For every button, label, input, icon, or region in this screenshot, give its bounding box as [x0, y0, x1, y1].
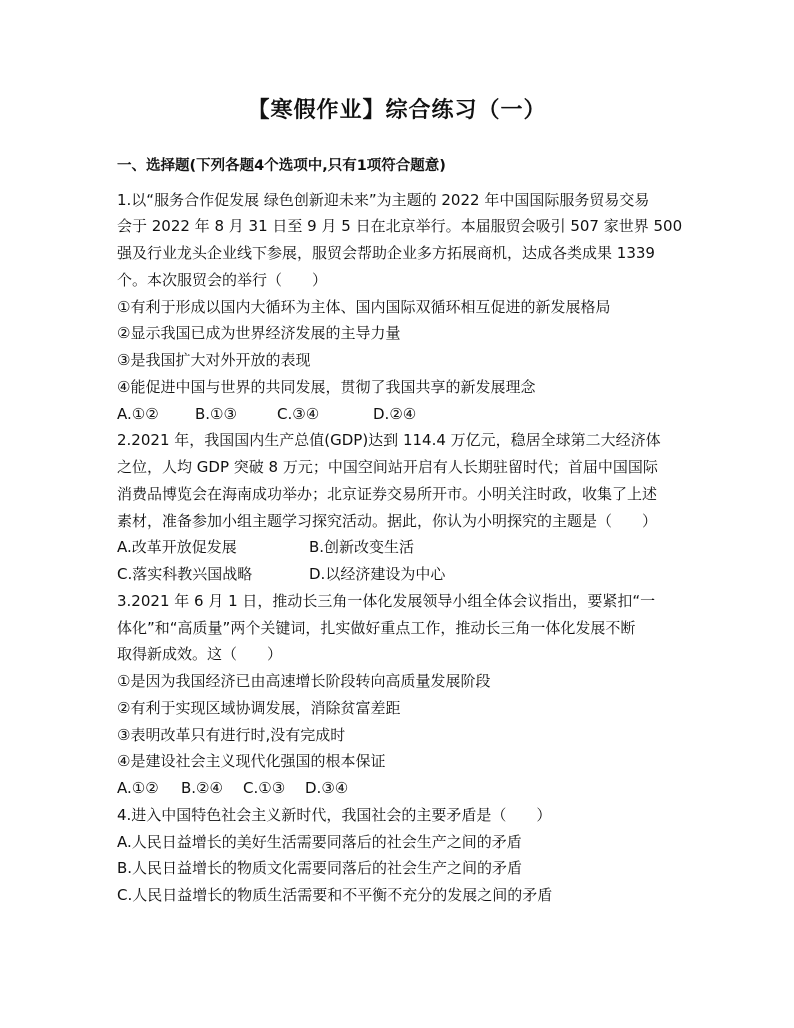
question-1-stem-line: 强及行业龙头企业线下参展，服贸会帮助企业多方拓展商机，达成各类成果 1339: [117, 244, 655, 262]
question-1-option-b: B.①③: [195, 405, 237, 423]
question-3-item: ②有利于实现区域协调发展，消除贫富差距: [117, 699, 401, 717]
question-1-item: ②显示我国已成为世界经济发展的主导力量: [117, 324, 401, 342]
question-3-option-a: A.①②: [117, 779, 159, 797]
question-3-stem-line: 取得新成效。这（ ）: [117, 645, 283, 663]
question-3-item: ④是建设社会主义现代化强国的根本保证: [117, 752, 386, 770]
question-1-item: ③是我国扩大对外开放的表现: [117, 351, 311, 369]
page-title: 【寒假作业】综合练习（一）: [247, 98, 547, 123]
question-4-option-a: A.人民日益增长的美好生活需要同落后的社会生产之间的矛盾: [117, 833, 522, 851]
question-2-stem-line: 2.2021 年，我国国内生产总值(GDP)达到 114.4 万亿元，稳居全球第二大经济体: [117, 431, 661, 449]
question-3-option-c: C.①③: [243, 779, 286, 797]
question-4-option-c: C.人民日益增长的物质生活需要和不平衡不充分的发展之间的矛盾: [117, 886, 553, 904]
question-3-option-b: B.②④: [181, 779, 223, 797]
question-1-option-c: C.③④: [277, 405, 320, 423]
question-4-stem-line: 4.进入中国特色社会主义新时代，我国社会的主要矛盾是（ ）: [117, 806, 552, 824]
question-2-stem-line: 消费品博览会在海南成功举办；北京证券交易所开市。小明关注时政，收集了上述: [117, 485, 658, 503]
question-1-option-d: D.②④: [373, 405, 417, 423]
question-1-option-a: A.①②: [117, 405, 159, 423]
question-3-item: ③表明改革只有进行时,没有完成时: [117, 726, 346, 744]
section-heading: 一、选择题(下列各题4个选项中,只有1项符合题意): [117, 158, 446, 174]
question-2-option-a: A.改革开放促发展: [117, 538, 237, 556]
question-2-options-row: [117, 537, 414, 557]
question-3-item: ①是因为我国经济已由高速增长阶段转向高质量发展阶段: [117, 672, 491, 690]
question-1-item: ④能促进中国与世界的共同发展，贯彻了我国共享的新发展理念: [117, 378, 536, 396]
question-1-stem-line: 会于 2022 年 8 月 31 日至 9 月 5 日在北京举行。本届服贸会吸引 507 家世界 500: [117, 217, 683, 235]
question-2-option-c: C.落实科教兴国战略: [117, 565, 253, 583]
question-3-stem-line: 3.2021 年 6 月 1 日，推动长三角一体化发展领导小组全体会议指出，要紧扣“一: [117, 592, 656, 610]
question-2-stem-line: 素材，准备参加小组主题学习探究活动。据此，你认为小明探究的主题是（ ）: [117, 512, 658, 530]
question-1-stem-line: 1.以“服务合作促发展 绿色创新迎未来”为主题的 2022 年中国国际服务贸易交易: [117, 191, 650, 209]
question-2-options-row: [117, 564, 445, 584]
question-3-stem-line: 体化”和“高质量”两个关键词，扎实做好重点工作，推动长三角一体化发展不断: [117, 619, 636, 637]
question-3-option-d: D.③④: [305, 779, 349, 797]
question-2-stem-line: 之位，人均 GDP 突破 8 万元；中国空间站开启有人长期驻留时代；首届中国国际: [117, 458, 658, 476]
question-4-option-b: B.人民日益增长的物质文化需要同落后的社会生产之间的矛盾: [117, 859, 523, 877]
question-1-item: ①有利于形成以国内大循环为主体、国内国际双循环相互促进的新发展格局: [117, 298, 611, 316]
question-2-option-b: B.创新改变生活: [309, 538, 415, 556]
question-2-option-d: D.以经济建设为中心: [309, 565, 446, 583]
question-1-options: [117, 404, 416, 424]
question-3-options: [117, 778, 348, 798]
question-1-stem-line: 个。本次服贸会的举行（ ）: [117, 271, 328, 289]
